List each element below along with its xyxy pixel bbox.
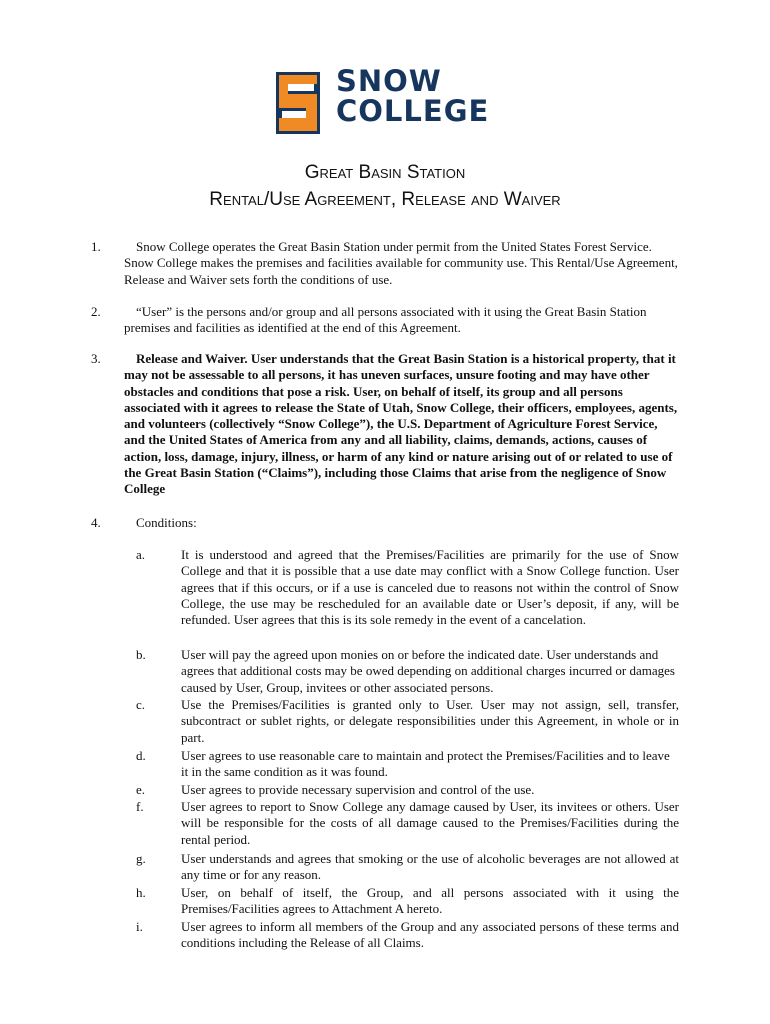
section-4-heading: Conditions: bbox=[136, 515, 197, 530]
condition-g-text: User understands and agrees that smoking or the use of alcoholic beverages are not allowed at any time or for any reason. bbox=[181, 851, 679, 883]
section-3-release-waiver: Release and Waiver. User understands that the Great Basin Station is a historical property, that it may not be assessable to all persons, it has uneven surfaces, unsure footing and may have other obstacles and conditions that pose a risk. User, on behalf of itself, its group and all persons associated with it agrees to release the State of Utah, Snow College, their officers, employees, agents, and volunteers (collectively “Snow College”), the U.S. Department of Agriculture Forest Service, and the United States of America from any and all liability, claims, demands, actions, causes of action, loss, damage, injury, illness, or harm of any kind or nature arising out of or related to use of the Great Basin Station (“Claims”), including those Claims that arise from the negligence of Snow College bbox=[124, 351, 678, 497]
condition-letter: d. bbox=[136, 748, 146, 763]
section-number: 4. bbox=[91, 515, 101, 530]
condition-letter: e. bbox=[136, 782, 146, 797]
logo-line-2: COLLEGE bbox=[336, 94, 490, 128]
condition-letter: g. bbox=[136, 851, 146, 866]
condition-e-text: User agrees to provide necessary supervision and control of the use. bbox=[181, 782, 535, 797]
condition-h-text: User, on behalf of itself, the Group, and all persons associated with it using the Premises/Facilities agrees to Attachment A hereto. bbox=[181, 885, 679, 917]
section-number: 1. bbox=[91, 239, 101, 254]
section-number: 3. bbox=[91, 351, 101, 366]
condition-a-text: It is understood and agreed that the Premises/Facilities are primarily for the use of Snow College and that it is possible that a use date may conflict with a Snow College function. User agrees that if this occurs, or if a use is canceled due to reasons not within the control of Snow College, the use may be rescheduled for an available date or User’s deposit, if any, will be refunded. User agrees that this is its sole remedy in the event of a cancelation. bbox=[181, 547, 679, 628]
condition-letter: a. bbox=[136, 547, 146, 562]
condition-letter: c. bbox=[136, 697, 146, 712]
document-title-line-1: Great Basin Station bbox=[304, 162, 466, 183]
section-number: 2. bbox=[91, 304, 101, 319]
section-1-text: Snow College operates the Great Basin Station under permit from the United States Forest Service. Snow College makes the premises and facilities available for community use. This Rental/Use Agreement, Release and Waiver sets forth the conditions of use. bbox=[124, 239, 678, 287]
document-title-line-2: Rental/Use Agreement, Release and Waiver bbox=[209, 189, 561, 210]
condition-letter: f. bbox=[136, 799, 144, 814]
condition-c-text: Use the Premises/Facilities is granted only to User. User may not assign, sell, transfer, subcontract or sublet rights, or delegate responsibilities under this Agreement, in whole or in part. bbox=[181, 697, 679, 745]
s-mark-icon bbox=[276, 72, 320, 134]
section-2-text: “User” is the persons and/or group and all persons associated with it using the Great Basin Station premises and facilities as identified at the end of this Agreement. bbox=[124, 304, 647, 336]
condition-d-text: User agrees to use reasonable care to maintain and protect the Premises/Facilities and to leave it in the same condition as it was found. bbox=[181, 748, 670, 780]
condition-f-text: User agrees to report to Snow College any damage caused by User, its invitees or others. User will be responsible for the costs of all damage caused to the Premises/Facilities during the rental period. bbox=[181, 799, 679, 847]
logo-wordmark bbox=[336, 66, 489, 126]
condition-letter: b. bbox=[136, 647, 146, 662]
condition-b-text: User will pay the agreed upon monies on or before the indicated date. User understands and agrees that additional costs may be owed depending on additional charges incurred or damages caused by User, Group, invitees or other associated persons. bbox=[181, 647, 675, 695]
condition-i-text: User agrees to inform all members of the Group and any associated persons of these terms and conditions including the Release of all Claims. bbox=[181, 919, 679, 951]
logo-line-1: SNOW bbox=[336, 64, 442, 98]
condition-letter: h. bbox=[136, 885, 146, 900]
condition-letter: i. bbox=[136, 919, 143, 934]
